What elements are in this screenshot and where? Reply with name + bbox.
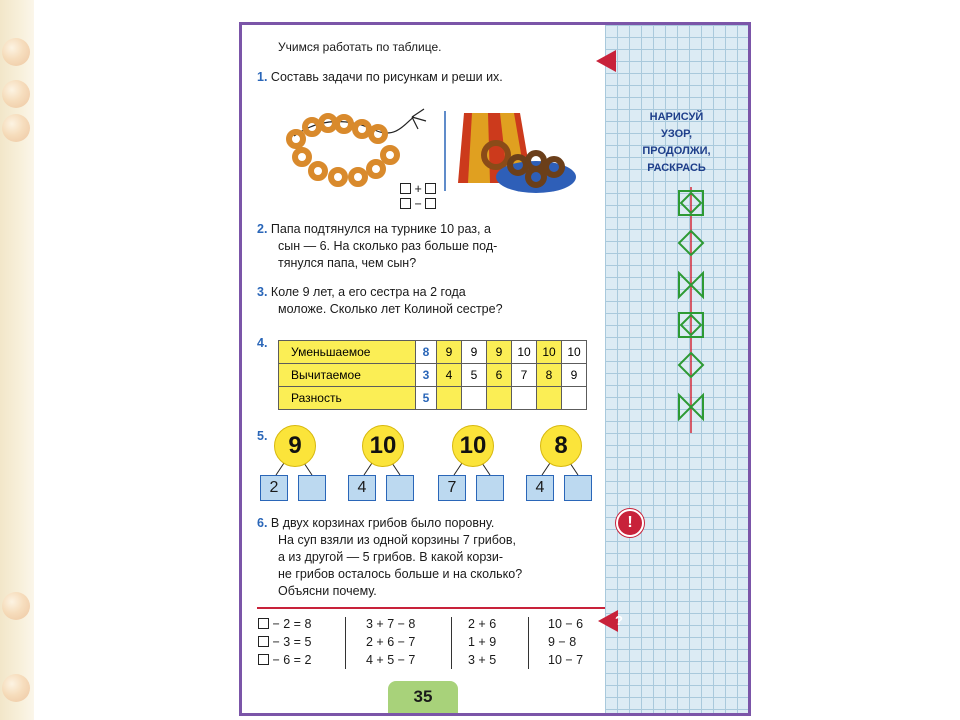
formula-minus: − bbox=[400, 195, 436, 213]
row-label: Вычитаемое bbox=[279, 364, 416, 387]
sidebar-grid bbox=[605, 25, 748, 713]
task-text-line: а из другой — 5 грибов. В какой корзи- bbox=[278, 550, 504, 564]
decorative-bead bbox=[2, 80, 30, 108]
table-cell: 9 bbox=[487, 341, 512, 364]
task-3: 3. Коле 9 лет, а его сестра на 2 года bbox=[257, 285, 466, 299]
table-cell: 5 bbox=[416, 387, 437, 410]
table-cell: 3 bbox=[416, 364, 437, 387]
column-divider bbox=[528, 617, 529, 669]
part-box: 4 bbox=[348, 475, 376, 501]
empty-part-box bbox=[564, 475, 592, 501]
table-cell: 4 bbox=[437, 364, 462, 387]
textbook-page bbox=[239, 22, 751, 716]
task-number: 5. bbox=[257, 429, 268, 443]
page-number: 35 bbox=[388, 681, 458, 713]
empty-part-box bbox=[476, 475, 504, 501]
empty-part-box bbox=[386, 475, 414, 501]
empty-square bbox=[258, 618, 269, 629]
column-divider bbox=[345, 617, 346, 669]
sum-circle: 9 bbox=[274, 425, 316, 467]
task-number: 3. bbox=[257, 285, 268, 299]
task-text-line: тянулся папа, чем сын? bbox=[278, 256, 417, 270]
formula-plus: + bbox=[400, 180, 436, 198]
exercise-column-3: 2 + 6 1 + 9 3 + 5 bbox=[468, 617, 497, 667]
empty-square bbox=[258, 654, 269, 665]
bookmark-triangle-icon bbox=[596, 50, 616, 72]
exercise-column-4: 10 − 6 9 − 8 10 − 7 bbox=[548, 617, 584, 667]
task-text-line: Объясни почему. bbox=[278, 584, 377, 598]
row-label: Разность bbox=[279, 387, 416, 410]
table-cell: 9 bbox=[437, 341, 462, 364]
task-text-line: сын — 6. На сколько раз больше под- bbox=[278, 239, 498, 253]
empty-part-box bbox=[298, 475, 326, 501]
page-header: Учимся работать по таблице. bbox=[278, 40, 442, 54]
table-cell: 10 bbox=[512, 341, 537, 364]
sidebar-title: НАРИСУЙ УЗОР, ПРОДОЛЖИ, РАСКРАСЬ bbox=[642, 111, 711, 174]
task-text-line: не грибов осталось больше и на сколько? bbox=[278, 567, 523, 581]
question-mark-icon: ? bbox=[615, 613, 623, 628]
decorative-bead bbox=[2, 38, 30, 66]
task-number: 2. bbox=[257, 222, 268, 236]
part-box: 2 bbox=[260, 475, 288, 501]
task-6: 6. В двух корзинах грибов было поровну. bbox=[257, 516, 495, 530]
exclamation-icon: ! bbox=[616, 509, 644, 537]
sum-circle: 10 bbox=[362, 425, 404, 467]
task-text-line: На суп взяли из одной корзины 7 грибов, bbox=[278, 533, 517, 547]
task-text-line: моложе. Сколько лет Колиной сестре? bbox=[278, 302, 503, 316]
column-divider bbox=[451, 617, 452, 669]
decorative-bead bbox=[2, 114, 30, 142]
decorative-bead bbox=[2, 674, 30, 702]
table-cell: 9 bbox=[562, 364, 587, 387]
sum-circle: 8 bbox=[540, 425, 582, 467]
pattern-drawing bbox=[605, 25, 748, 445]
table-cell: 8 bbox=[537, 364, 562, 387]
task-2: 2. Папа подтянулся на турнике 10 раз, а bbox=[257, 222, 491, 236]
table-cell: 6 bbox=[487, 364, 512, 387]
table-cell: 8 bbox=[416, 341, 437, 364]
page-content bbox=[242, 25, 605, 713]
table-cell: 10 bbox=[537, 341, 562, 364]
exercise-column-1: − 2 = 8 − 3 = 5 − 6 = 2 bbox=[258, 615, 340, 669]
task-number: 1. bbox=[257, 70, 268, 84]
table-cell: 9 bbox=[462, 341, 487, 364]
part-box: 7 bbox=[438, 475, 466, 501]
task-number: 6. bbox=[257, 516, 268, 530]
decorative-bead bbox=[2, 592, 30, 620]
table-cell: 5 bbox=[462, 364, 487, 387]
table-cell: 10 bbox=[562, 341, 587, 364]
section-divider bbox=[257, 607, 605, 609]
task-text: Составь задачи по рисункам и реши их. bbox=[270, 70, 503, 84]
part-box: 4 bbox=[526, 475, 554, 501]
left-decorative-border bbox=[0, 0, 34, 720]
sum-circle: 10 bbox=[452, 425, 494, 467]
row-label: Уменьшаемое bbox=[279, 341, 416, 364]
exercise-column-2: 3 + 7 − 8 2 + 6 − 7 4 + 5 − 7 bbox=[366, 617, 416, 667]
table-cell: 7 bbox=[512, 364, 537, 387]
task-number: 4. bbox=[257, 336, 268, 350]
empty-square bbox=[258, 636, 269, 647]
